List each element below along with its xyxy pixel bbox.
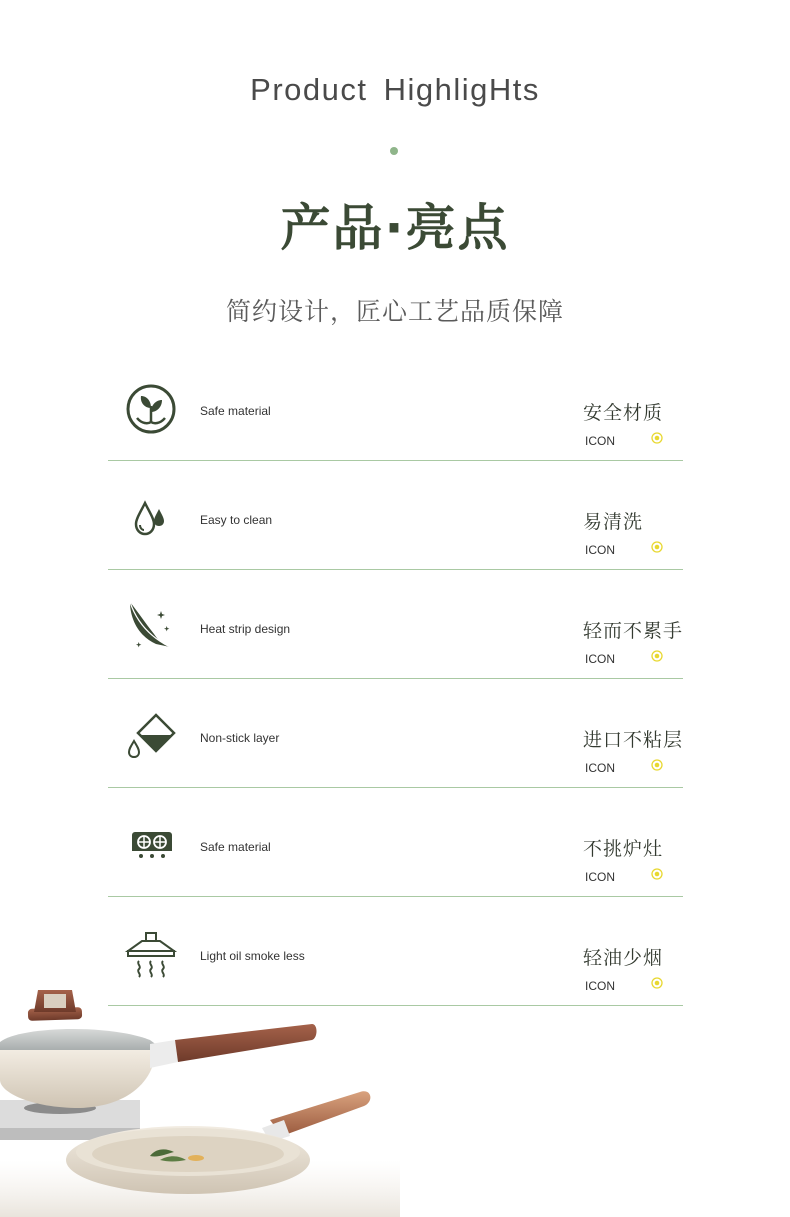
feature-label-en: Light oil smoke less	[200, 949, 305, 963]
diamond-drop-icon	[124, 709, 178, 763]
feature-row-any-stove	[108, 788, 683, 897]
feature-row-safe-material	[108, 352, 683, 461]
yellow-dot-icon	[651, 541, 663, 553]
feature-tag: ICON	[585, 434, 615, 448]
feature-label-en: Easy to clean	[200, 513, 273, 527]
feature-row-heat-strip	[108, 570, 683, 679]
cookware-product-image	[0, 980, 400, 1217]
page-title-en: Product HighligHts	[250, 72, 540, 107]
feature-tag: ICON	[585, 870, 615, 884]
feature-tag: ICON	[585, 761, 615, 775]
page-title-cn: 产品·亮点	[280, 199, 510, 257]
range-hood-icon	[124, 927, 178, 981]
feature-row-non-stick	[108, 679, 683, 788]
feature-label-en: Safe material	[200, 404, 271, 418]
feature-tag: ICON	[585, 543, 615, 557]
feature-label-en: Non-stick layer	[200, 731, 280, 745]
feature-label-en: Safe material	[200, 840, 271, 854]
gas-stove-icon	[124, 818, 178, 872]
feature-list	[108, 352, 683, 1006]
page-subtitle: 简约设计，匠心工艺品质保障	[225, 297, 564, 326]
feature-label-cn: 轻而不累手	[583, 620, 684, 642]
yellow-dot-icon	[651, 650, 663, 662]
water-drops-icon	[124, 491, 178, 545]
yellow-dot-icon	[651, 432, 663, 444]
feature-label-en: Heat strip design	[200, 622, 291, 636]
feature-label-cn: 不挑炉灶	[583, 838, 664, 860]
title-divider-dot	[390, 147, 398, 155]
yellow-dot-icon	[651, 759, 663, 771]
feature-label-cn: 轻油少烟	[583, 947, 664, 969]
feature-row-easy-clean	[108, 461, 683, 570]
yellow-dot-icon	[651, 868, 663, 880]
feature-label-cn: 安全材质	[583, 402, 664, 424]
feather-icon	[124, 600, 178, 654]
feature-label-cn: 易清洗	[583, 511, 644, 533]
feature-tag: ICON	[585, 652, 615, 666]
feature-tag: ICON	[585, 979, 615, 993]
leaf-circle-icon	[124, 382, 178, 436]
feature-label-cn: 进口不粘层	[583, 729, 684, 751]
yellow-dot-icon	[651, 977, 663, 989]
